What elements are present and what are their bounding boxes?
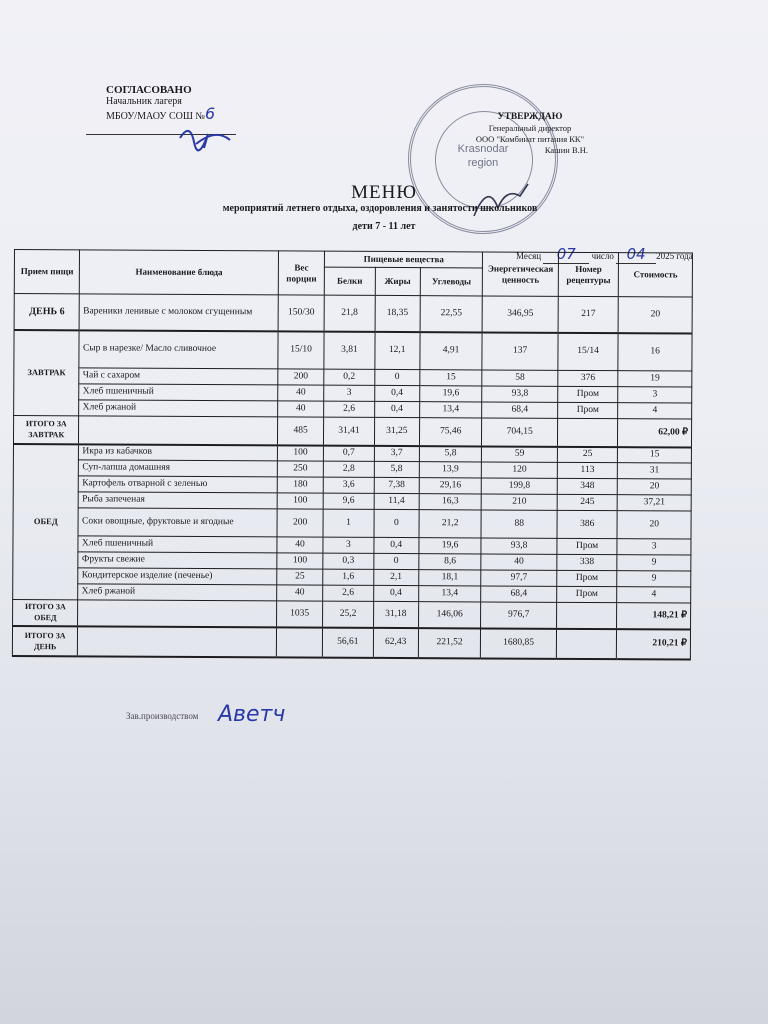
table-row: Суп-лапша домашняя 250 2,8 5,8 13,9 120 113 31 bbox=[13, 459, 691, 479]
header-cost: Стоимость bbox=[619, 253, 693, 297]
document-title: МЕНЮ bbox=[351, 182, 417, 203]
day-total-row: ИТОГО ЗА ДЕНЬ 56,61 62,43 221,52 1680,85 210,21 ₽ bbox=[12, 625, 690, 659]
table-row: ДЕНЬ 6 Вареники ленивые с молоком сгущенным 150/30 21,8 18,35 22,55 346,95 217 20 bbox=[14, 294, 692, 334]
approved-name: Кашин В.Н. bbox=[544, 145, 588, 155]
signature-label: Зав.производством bbox=[126, 711, 199, 721]
table-row: ЗАВТРАК Сыр в нарезке/ Масло сливочное 15/10 3,81 12,1 4,91 137 15/14 16 bbox=[14, 330, 692, 372]
date-day: 04 bbox=[616, 245, 656, 264]
lunch-total-row: ИТОГО ЗА ОБЕД 1035 25,2 31,18 146,06 976,7 148,21 ₽ bbox=[13, 599, 691, 629]
date-line: Месяц 07 число 04 2025 года bbox=[516, 245, 693, 263]
agreed-org: МБОУ/МАОУ СОШ №6 bbox=[106, 104, 216, 123]
table-row: Хлеб ржаной 40 2,6 0,4 13,4 68,4 Пром 4 bbox=[13, 583, 691, 603]
header-dish: Наименование блюда bbox=[80, 250, 279, 295]
agreed-title: СОГЛАСОВАНО bbox=[106, 84, 192, 96]
table-header-row bbox=[14, 250, 692, 270]
header-meal: Прием пищи bbox=[14, 250, 80, 294]
table-row: Картофель отварной с зеленью 180 3,6 7,38 29,16 199,8 348 20 bbox=[13, 475, 691, 495]
agreed-signature-mark bbox=[176, 118, 236, 154]
document-subtitle: мероприятий летнего отдыха, оздоровления и занятости школьников bbox=[222, 203, 538, 214]
approved-block bbox=[470, 112, 590, 156]
header-energy: Энергетическая ценность bbox=[483, 252, 559, 296]
breakfast-total-row: ИТОГО ЗА ЗАВТРАК 485 31,41 31,25 75,46 704,15 62,00 ₽ bbox=[13, 416, 691, 448]
header-recipe: Номер рецептуры bbox=[558, 252, 619, 296]
header-weight: Вес порции bbox=[278, 251, 325, 295]
table-row: Хлеб пшеничный 40 3 0,4 19,6 93,8 Пром 3 bbox=[14, 384, 692, 404]
table-row: Чай с сахаром 200 0,2 0 15 58 376 19 bbox=[14, 368, 692, 388]
table-row: Хлеб пшеничный 40 3 0,4 19,6 93,8 Пром 3 bbox=[13, 535, 691, 555]
approved-position: Генеральный директор bbox=[488, 123, 572, 133]
header-protein: Белки bbox=[325, 267, 376, 295]
table-row: Хлеб ржаной 40 2,6 0,4 13,4 68,4 Пром 4 bbox=[14, 400, 692, 420]
approved-title: УТВЕРЖДАЮ bbox=[497, 112, 563, 122]
breakfast-label: ЗАВТРАК bbox=[14, 330, 80, 416]
lunch-label: ОБЕД bbox=[13, 443, 79, 599]
signature-image bbox=[212, 695, 312, 731]
menu-table bbox=[12, 249, 693, 660]
agreed-position: Начальник лагеря bbox=[106, 96, 182, 107]
table-row: Соки овощные, фруктовые и ягодные 200 1 0 21,2 88 386 20 bbox=[13, 507, 691, 539]
svg-text:Аветч: Аветч bbox=[218, 702, 286, 727]
date-month: 07 bbox=[543, 245, 589, 264]
header-nutrients: Пищевые вещества bbox=[325, 251, 483, 268]
table-row: ОБЕД Икра из кабачков 100 0,7 3,7 5,8 59 25 15 bbox=[13, 443, 691, 463]
company-stamp: Krasnodar region bbox=[408, 84, 558, 234]
table-row: Рыба запеченая 100 9,6 11,4 16,3 210 245 37,21 bbox=[13, 491, 691, 511]
header-fat: Жиры bbox=[375, 267, 420, 295]
age-group: дети 7 - 11 лет bbox=[352, 221, 416, 232]
header-carbs: Углеводы bbox=[420, 268, 483, 296]
day-label: ДЕНЬ 6 bbox=[14, 294, 80, 330]
table-row: Кондитерское изделие (печенье) 25 1,6 2,1 18,1 97,7 Пром 9 bbox=[13, 567, 691, 587]
table-row: Фрукты свежие 100 0,3 0 8,6 40 338 9 bbox=[13, 551, 691, 571]
approved-org: ООО "Комбинат питания КК" bbox=[475, 134, 585, 144]
